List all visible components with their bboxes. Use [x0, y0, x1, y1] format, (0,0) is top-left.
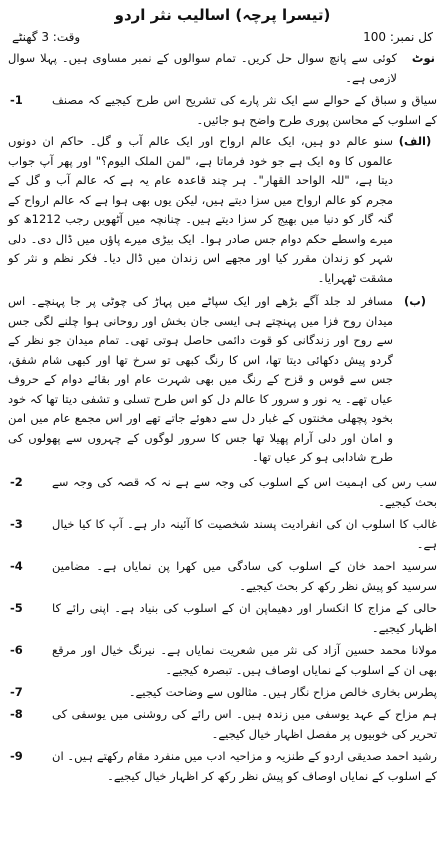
time-allowed: وقت: 3 گھنٹے	[12, 30, 81, 44]
exam-meta	[12, 30, 433, 44]
question-text: غالب کا اسلوب ان کی انفرادیت پسند شخصیت کا آئینہ دار ہے۔ آپ کا کیا خیال ہے۔	[52, 516, 437, 551]
question-text: رشید احمد صدیقی اردو کے طنزیہ و مزاحیہ ادب میں منفرد مقام رکھتے ہیں۔ ان کے اسلوب کے نمایاں اوصاف کو پیش نظر رکھ کر اظہار خیال کیجیے۔	[52, 748, 437, 783]
passage-alif	[8, 132, 437, 288]
question-text: سرسید احمد خان کے اسلوب کی سادگی میں کھرا پن نمایاں ہے۔ مضامین سرسید کو پیش نظر رکھ کر بحث کیجیے۔	[52, 558, 437, 593]
question-9	[8, 746, 437, 786]
question-1	[8, 90, 437, 130]
page-title: (تیسرا پرچہ) اسالیب نثر اردو	[114, 6, 331, 24]
question-text: ہم مزاح کے عہد یوسفی میں زندہ ہیں۔ اس رائے کی روشنی میں یوسفی کی تحریر کی خوبیوں پر مفصل اظہار خیال کیجیے۔	[52, 706, 437, 741]
question-1-text: سیاق و سباق کے حوالے سے ایک نثر پارے کی تشریح اس طرح کیجیے کہ مصنف کے اسلوب کے محاسن پوری طرح واضح ہو جائیں۔	[52, 93, 437, 127]
note-label: نوٹ	[411, 51, 435, 65]
question-text: سب رس کی اہمیت اس کے اسلوب کی وجہ سے ہے نہ کہ قصہ کی وجہ سے بحث کیجیے۔	[52, 474, 437, 509]
question-7	[8, 682, 437, 702]
note-text: کوئی سے پانچ سوال حل کریں۔ تمام سوالوں کے نمبر مساوی ہیں۔ پہلا سوال لازمی ہے۔	[8, 51, 397, 85]
question-3	[8, 514, 437, 554]
question-number: -4	[10, 558, 23, 573]
question-number: -8	[10, 706, 23, 721]
question-number: -7	[10, 684, 23, 699]
question-number: -5	[10, 600, 23, 615]
question-2	[8, 472, 437, 512]
total-marks: کل نمبر: 100	[363, 30, 433, 44]
question-text: مولانا محمد حسین آزاد کی نثر میں شعریت نمایاں ہے۔ نیرنگ خیال اور مرقع بھی ان کے اسلوب کے نمایاں اوصاف ہیں۔ تبصرہ کیجیے۔	[52, 642, 437, 677]
question-5	[8, 598, 437, 638]
question-number: -9	[10, 748, 23, 763]
question-number: -3	[10, 516, 23, 531]
question-number: -6	[10, 642, 23, 657]
question-6	[8, 640, 437, 680]
question-text: حالی کے مزاج کا انکسار اور دھیماپن ان کے اسلوب کی بنیاد ہے۔ اپنی رائے کا اظہار کیجیے۔	[52, 600, 437, 635]
question-1-number: -1	[10, 93, 23, 107]
passage-bay-label: (ب)	[403, 294, 427, 308]
question-text: پطرس بخاری خالص مزاح نگار ہیں۔ مثالوں سے وضاحت کیجیے۔	[128, 684, 437, 699]
passage-bay-text: مسافر لد جلد آگے بڑھے اور ایک سپاٹے میں پہاڑ کی چوٹی پر جا پہنچے۔ اس میدان روح فزا میں پہنچتے ہی ایسی جان بخش اور روحانی ہوا چلنے لگی جس سے روح اور زندگانی کو قوت دائمی حاصل ہوتی تھی۔ تمام میدان جو نظر کے گردو پیش دکھائی دیتا تھا، اس کا رنگ کبھی تو سرخ تھا اور کبھی شام شفق، جس سے قوس و قزح کے رنگ میں بھی شہرت عام اور بقائے دوام کے حروف عیاں تھے۔ یہ نور و سرور کا عالم دل کو اس طرح تسلی و تشفی دیتا تھا کہ خود بخود پچھلی مخنتوں کے غبار دل سے دھوئے جاتے تھے اور اس مجمع عام میں امن و امان اور دلی آرام پھیلا تھا جس کا سرور لوگوں کے چہروں سے پھولوں کی طرح شادابی ہو کر عیاں تھا۔	[8, 294, 393, 464]
question-8	[8, 704, 437, 744]
passage-bay	[8, 292, 437, 468]
question-4	[8, 556, 437, 596]
question-number: -2	[10, 474, 23, 489]
passage-alif-text: سنو عالم دو ہیں، ایک عالم ارواح اور ایک عالم آب و گل۔ حاکم ان دونوں عالموں کا وہ ایک ہے جو خود فرماتا ہے، "لمن الملک الیوم؟" اور پھر آپ جواب دیتا ہے، "للہ الواحد القھار"۔ ہر چند قاعدہ عام یہ ہے کہ عالم آب و گل کے مجرم کو عالم ارواح میں سزا دیتے ہیں، لیکن یوں بھی ہوا ہے کہ عالم ارواح کے گنہ گار کو دنیا میں بھیج کر سزا دیتے ہیں۔ چنانچہ میں آٹھویں رجب 1212ھ کو میرے واسطے حکم دوام جس صادر ہوا۔ ایک بیڑی میرے پاؤں میں ڈال دی۔ دلی شہر کو زندان مقرر کیا اور مجھے اس زندان میں ڈال دیا۔ فکر نظم و نثر کو مشقت ٹھہرایا۔	[8, 134, 393, 285]
instructions-note	[8, 48, 437, 88]
passage-alif-label: (الف)	[398, 134, 432, 148]
